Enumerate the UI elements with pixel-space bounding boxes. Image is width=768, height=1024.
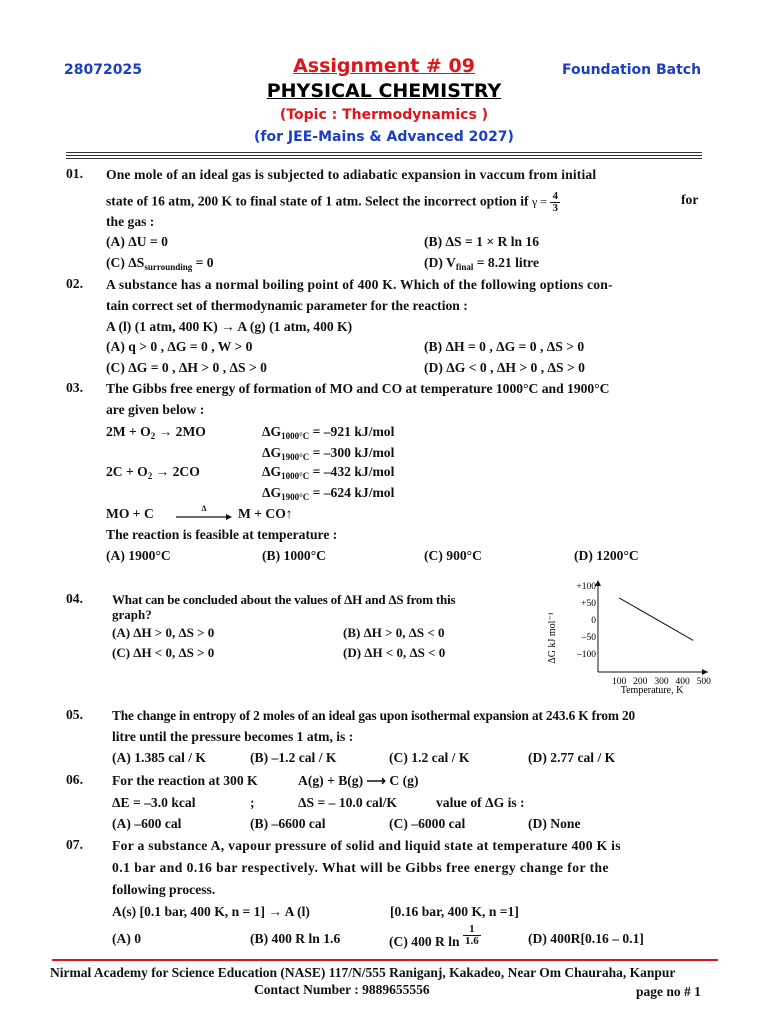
option-b[interactable]: (B) –1.2 cal / K: [250, 750, 337, 765]
y-tick-label: +100: [576, 582, 596, 592]
footer-address: Nirmal Academy for Science Education (NASE) 117/N/555 Raniganj, Kakadeo, Near Om Chauraha, Kanpur: [50, 965, 676, 980]
option-c[interactable]: (C) 400 R ln $\frac{1}{1.6}$: [389, 923, 479, 949]
x-tick-label: 200: [633, 677, 648, 687]
divider: [66, 158, 702, 159]
option-a[interactable]: (A) ΔU = 0: [106, 234, 168, 249]
series-line: [619, 598, 693, 641]
question-text: for: [681, 192, 699, 207]
y-tick-label: –100: [577, 650, 596, 660]
y-axis-label: ΔG kJ mol⁻¹: [547, 612, 558, 664]
option-a[interactable]: (A) –600 cal: [112, 816, 182, 831]
course-label: (for JEE-Mains & Advanced 2027): [254, 129, 514, 145]
gibbs-value: $\Delta G_{1000^\circ C} = -921$ kJ/mol: [262, 424, 395, 441]
process-equation: A(s) [0.1 bar, 400 K, n = 1] → A (l): [112, 904, 310, 919]
question-number: 02.: [66, 276, 83, 291]
option-c[interactable]: (C) ΔG = 0 , ΔH > 0 , ΔS > 0: [106, 360, 267, 375]
date-label: 28072025: [64, 62, 142, 78]
question-text: the gas :: [106, 214, 155, 229]
reaction-equation: A(g) + B(g) ⟶ C (g): [298, 773, 419, 788]
batch-label: Foundation Batch: [562, 62, 702, 78]
delta-g-temperature-graph: [542, 578, 714, 700]
x-axis-label: Temperature, K: [620, 685, 684, 696]
x-tick-label: 100: [612, 677, 627, 687]
question-text: are given below :: [106, 402, 205, 417]
reaction-equation: $2M + O_2 \to 2MO$: [106, 424, 206, 441]
y-tick-label: +50: [581, 599, 596, 609]
option-b[interactable]: (B) ΔH = 0 , ΔG = 0 , ΔS > 0: [424, 339, 585, 354]
x-axis-arrow: [702, 669, 708, 675]
question-text: For the reaction at 300 K: [112, 773, 258, 788]
question-text: ΔS = – 10.0 cal/K: [298, 795, 397, 810]
gamma-fraction: $\frac{4}{3}$: [552, 190, 558, 214]
reaction-equation: $2C + O_2 \to 2CO$: [106, 464, 200, 481]
assignment-title: Assignment # 09: [293, 55, 475, 77]
question-text: state of 16 atm, 200 K to final state of 1 atm. Select the incorrect option if γ = $\frac{4}{3}$: [106, 190, 558, 214]
reaction-equation: MO + C: [106, 506, 154, 521]
question-number: 07.: [66, 837, 83, 852]
option-b[interactable]: (B) –6600 cal: [250, 816, 326, 831]
question-text: graph?: [112, 607, 152, 622]
topic-label: (Topic : Thermodynamics ): [279, 107, 489, 123]
reaction-equation: M + CO↑: [238, 506, 293, 521]
question-text: For a substance A, vapour pressure of solid and liquid state at temperature 400 K is: [112, 838, 621, 853]
question-text: The change in entropy of 2 moles of an ideal gas upon isothermal expansion at 243.6 K from 20: [112, 708, 636, 723]
footer-contact: Contact Number : 9889655556: [254, 982, 430, 997]
heat-arrow: Δ: [176, 505, 232, 519]
x-tick-label: 300: [654, 677, 669, 687]
question-text: following process.: [112, 882, 216, 897]
option-a[interactable]: (A) q > 0 , ΔG = 0 , W > 0: [106, 339, 253, 354]
option-b[interactable]: (B) 1000°C: [262, 548, 326, 563]
process-equation: [0.16 bar, 400 K, n =1]: [390, 904, 519, 919]
question-text: A (l) (1 atm, 400 K) → A (g) (1 atm, 400 K): [106, 319, 353, 334]
question-text: The Gibbs free energy of formation of MO and CO at temperature 1000°C and 1900°C: [106, 381, 610, 396]
option-d[interactable]: (D) None: [528, 816, 581, 831]
question-text: tain correct set of thermodynamic parameter for the reaction :: [106, 298, 468, 313]
x-tick-label: 400: [675, 677, 690, 687]
option-a[interactable]: (A) 1.385 cal / K: [112, 750, 207, 765]
option-c[interactable]: (C) –6000 cal: [389, 816, 466, 831]
y-tick-label: 0: [591, 616, 596, 626]
option-c[interactable]: (C) 1.2 cal / K: [389, 750, 470, 765]
option-b[interactable]: (B) ΔS = 1 × R ln 16: [424, 234, 540, 249]
option-c[interactable]: (C) $\Delta S_{surrounding} = 0$: [106, 255, 214, 272]
option-a[interactable]: (A) 1900°C: [106, 548, 171, 563]
question-number: 05.: [66, 707, 83, 722]
divider: [66, 155, 702, 156]
question-number: 03.: [66, 380, 83, 395]
question-text: litre until the pressure becomes 1 atm, is :: [112, 729, 354, 744]
gibbs-value: $\Delta G_{1000^\circ C} = -432$ kJ/mol: [262, 464, 395, 481]
question-text: A substance has a normal boiling point of 400 K. Which of the following options con-: [106, 277, 613, 292]
divider: [66, 152, 702, 153]
option-d[interactable]: (D) $V_{final} = 8.21$ litre: [424, 255, 539, 272]
option-c[interactable]: (C) ΔH < 0, ΔS > 0: [112, 645, 215, 660]
option-d[interactable]: (D) 2.77 cal / K: [528, 750, 616, 765]
y-tick-label: –50: [581, 633, 596, 643]
question-text: One mole of an ideal gas is subjected to adiabatic expansion in vaccum from initial: [106, 167, 597, 182]
question-text: What can be concluded about the values of ΔH and ΔS from this: [112, 592, 456, 607]
question-text: ΔE = –3.0 kcal: [112, 795, 196, 810]
page-number: page no # 1: [636, 984, 701, 999]
option-d[interactable]: (D) ΔH < 0, ΔS < 0: [343, 645, 446, 660]
gibbs-value: $\Delta G_{1900^\circ C} = -300$ kJ/mol: [262, 445, 395, 462]
option-b[interactable]: (B) 400 R ln 1.6: [250, 931, 341, 946]
footer-divider: [52, 959, 718, 961]
x-tick-label: 500: [696, 677, 711, 687]
question-text: The reaction is feasible at temperature :: [106, 527, 338, 542]
question-number: 06.: [66, 772, 83, 787]
question-text: value of ΔG is :: [436, 795, 525, 810]
subject-title: PHYSICAL CHEMISTRY: [266, 80, 502, 102]
option-d[interactable]: (D) 1200°C: [574, 548, 639, 563]
question-number: 01.: [66, 166, 83, 181]
separator-text: ;: [250, 795, 255, 810]
option-b[interactable]: (B) ΔH > 0, ΔS < 0: [343, 625, 445, 640]
option-c[interactable]: (C) 900°C: [424, 548, 482, 563]
option-a[interactable]: (A) 0: [112, 931, 142, 946]
option-d[interactable]: (D) ΔG < 0 , ΔH > 0 , ΔS > 0: [424, 360, 585, 375]
option-d[interactable]: (D) 400R[0.16 – 0.1]: [528, 931, 644, 946]
option-a[interactable]: (A) ΔH > 0, ΔS > 0: [112, 625, 215, 640]
question-text: 0.1 bar and 0.16 bar respectively. What will be Gibbs free energy change for the: [112, 860, 610, 875]
gibbs-value: $\Delta G_{1900^\circ C} = -624$ kJ/mol: [262, 485, 395, 502]
question-number: 04.: [66, 591, 83, 606]
